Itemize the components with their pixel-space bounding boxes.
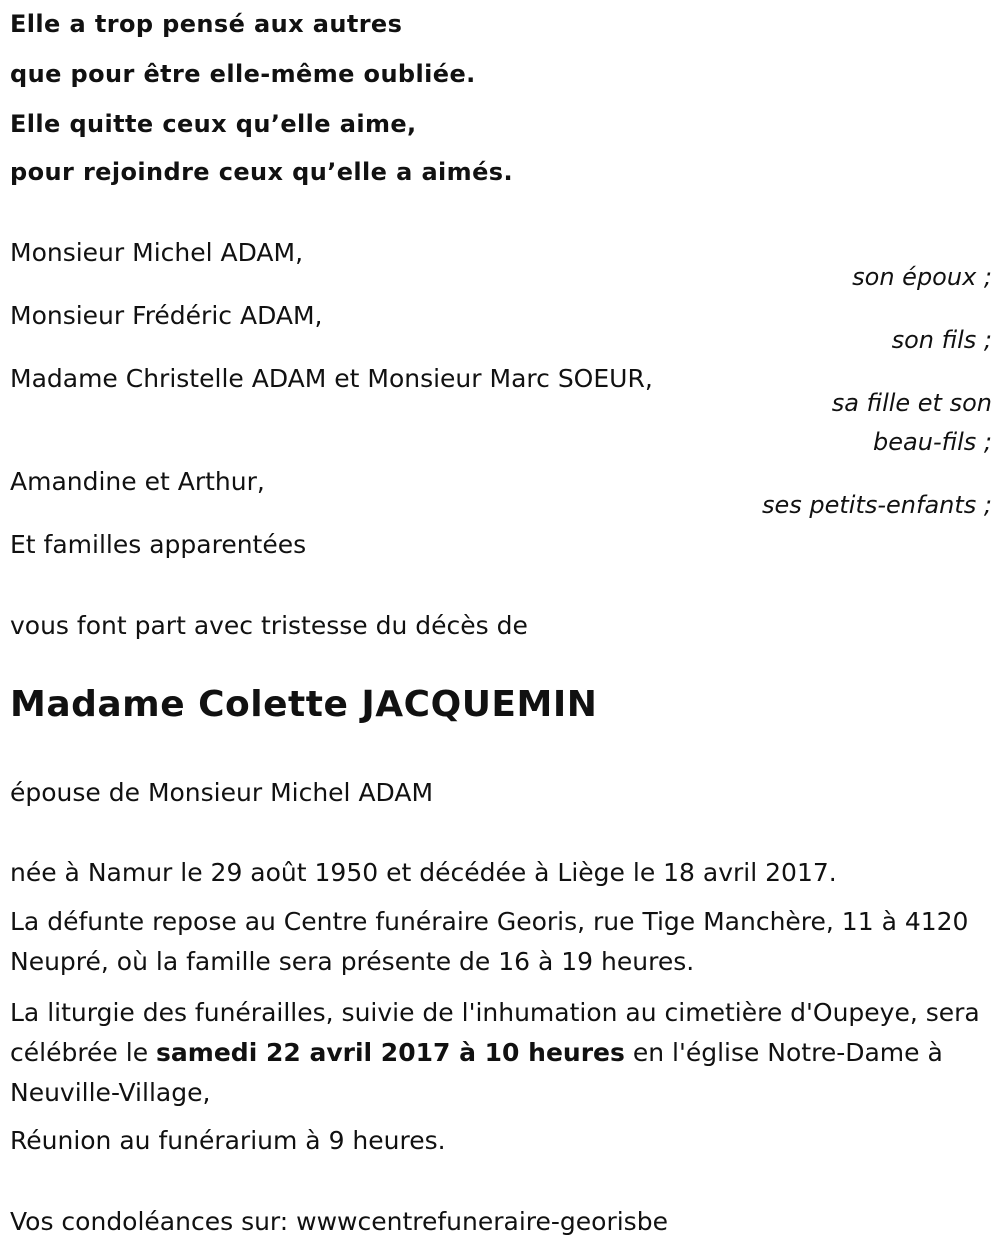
family-relation-2: son fils ;	[891, 326, 992, 354]
family-name-1: Monsieur Michel ADAM,	[10, 238, 304, 267]
condolences-line: Vos condoléances sur: wwwcentrefuneraire-georisbe	[10, 1207, 668, 1236]
epitaph-line-4: pour rejoindre ceux qu’elle a aimés.	[10, 158, 513, 186]
epitaph-line-2: que pour être elle-même oubliée.	[10, 60, 476, 88]
family-relation-3a: sa fille et son	[831, 389, 992, 417]
liturgy-text-before: La liturgie des funérailles, suivie de l'inhumation au cimetière d'Oupeye, sera célébrée le	[10, 998, 980, 1067]
announcement-text: vous font part avec tristesse du décès de	[10, 611, 528, 640]
spouse-line: épouse de Monsieur Michel ADAM	[10, 778, 434, 807]
family-relation-3b: beau-fils ;	[873, 428, 992, 456]
family-relation-1: son époux ;	[852, 263, 992, 291]
family-relation-4: ses petits-enfants ;	[761, 491, 992, 519]
deceased-name: Madame Colette JACQUEMIN	[10, 684, 598, 725]
liturgy-date: samedi 22 avril 2017 à 10 heures	[156, 1038, 625, 1067]
repose-paragraph: La défunte repose au Centre funéraire Georis, rue Tige Manchère, 11 à 4120 Neupré, où la famille sera présente de 16 à 19 heures.	[10, 907, 969, 976]
family-name-4: Amandine et Arthur,	[10, 467, 265, 496]
liturgy-paragraph	[10, 993, 985, 1113]
birth-death-line: née à Namur le 29 août 1950 et décédée à Liège le 18 avril 2017.	[10, 858, 837, 887]
epitaph-line-1: Elle a trop pensé aux autres	[10, 10, 403, 38]
family-name-3: Madame Christelle ADAM et Monsieur Marc SOEUR,	[10, 364, 653, 393]
family-name-2: Monsieur Frédéric ADAM,	[10, 301, 323, 330]
epitaph-line-3: Elle quitte ceux qu’elle aime,	[10, 110, 417, 138]
reunion-line: Réunion au funérarium à 9 heures.	[10, 1126, 446, 1155]
liturgy-text-after: en l'église Notre-Dame à Neuville-Village,	[10, 1038, 943, 1107]
family-name-5: Et familles apparentées	[10, 530, 307, 559]
